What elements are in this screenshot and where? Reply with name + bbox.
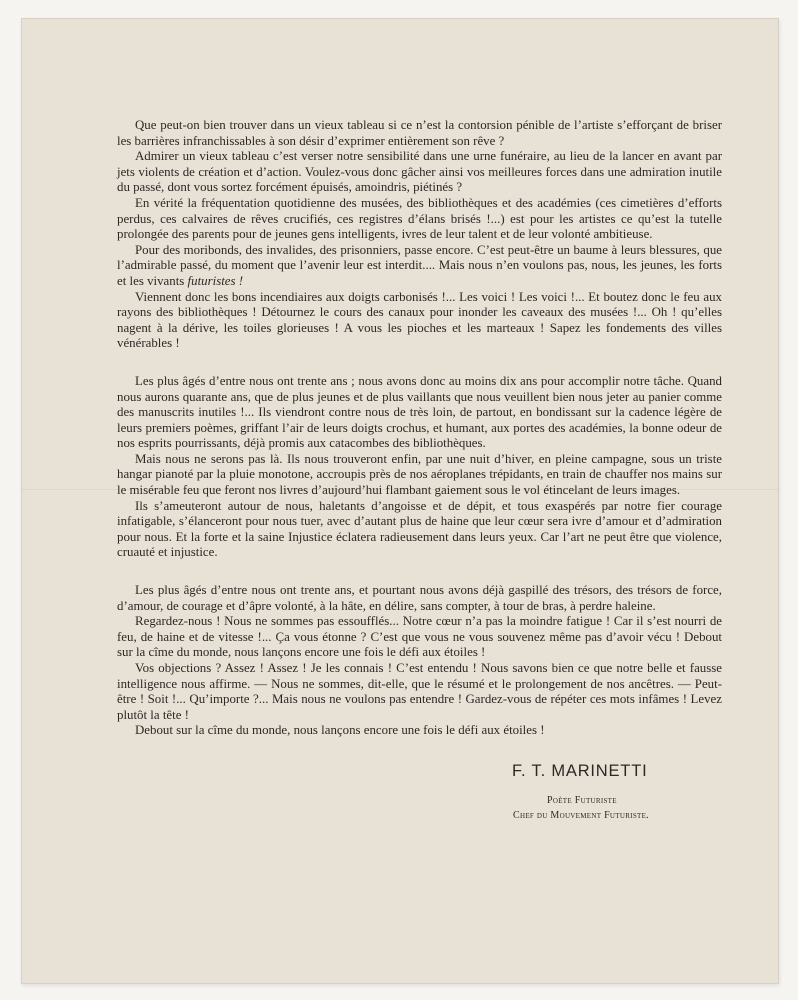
paragraph: Les plus âgés d’entre nous ont trente ans ; nous avons donc au moins dix ans pour accomplir notre tâche. Quand nous aurons quarante ans, que de plus jeunes et de plus vaillants que nous veuillent bien nous jeter au panier comme des manuscrits inutiles !... Ils viendront contre nous de très loin, de partout, en bondissant sur la cadence légère de leurs premiers poèmes, griffant l’air de leurs doigts crochus, et humant, aux portes des académies, la bonne odeur de nos esprits pourrissants, déjà promis aux catacombes des bibliothèques. (117, 373, 722, 451)
paragraph: Viennent donc les bons incendiaires aux doigts carbonisés !... Les voici ! Les voici !... Et boutez donc le feu aux rayons des bibliothèques ! Détournez le cours des canaux pour inonder les caveaux des musées !... Oh ! qu’elles nagent à la dérive, les toiles glorieuses ! A vous les pioches et les marteaux ! Sapez les fondements des villes vénérables ! (117, 289, 722, 351)
paragraph: Que peut-on bien trouver dans un vieux tableau si ce n’est la contorsion pénible de l’artiste s’efforçant de briser les barrières infranchissables à son désir d’exprimer entièrement son rêve ? (117, 118, 722, 148)
paragraph: Ils s’ameuteront autour de nous, haletants d’angoisse et de dépit, et tous exaspérés par notre fier courage infatigable, s’élanceront pour nous tuer, avec d’autant plus de haine que leur cœur sera ivre d’amour et d’admiration pour nous. Et la forte et la saine Injustice éclatera radieusement dans leurs yeux. Car l’art ne peut être que violence, cruauté et injustice. (117, 498, 722, 560)
manifesto-body (117, 118, 722, 739)
paragraph: Admirer un vieux tableau c’est verser notre sensibilité dans une urne funéraire, au lieu de la lancer en avant par jets violents de création et d’action. Voulez-vous donc gâcher ainsi vos meilleures forces dans une admiration inutile du passé, dont vous sortez forcément épuisés, amoindris, piétinés ? (117, 149, 722, 195)
signature-block (501, 762, 701, 823)
author-role: Chef du Mouvement Futuriste. (513, 810, 649, 821)
paragraph: Vos objections ? Assez ! Assez ! Je les connais ! C’est entendu ! Nous savons bien ce que notre belle et fausse intelligence nous affirme. — Nous ne sommes, dit-elle, que le résumé et le prolongement de nos ancêtres. — Peut-être ! Soit !... Qu’importe ?... Mais nous ne voulons pas entendre ! Gardez-vous de répéter ces mots infâmes ! Levez plutôt la tête ! (117, 661, 722, 722)
paragraph: Regardez-nous ! Nous ne sommes pas essoufflés... Notre cœur n’a pas la moindre fatigue ! Car il s’est nourri de feu, de haine et de vitesse !... Ça vous étonne ? C’est que vous ne vous souvenez même pas d’avoir vécu ! Debout sur la cîme du monde, nous lançons encore une fois le défi aux étoiles ! (117, 614, 722, 660)
manifesto-page (21, 18, 779, 984)
emphasis-futuristes: futuristes ! (187, 273, 244, 288)
paragraph (117, 243, 722, 290)
paragraph: Les plus âgés d’entre nous ont trente ans, et pourtant nous avons déjà gaspillé des trésors, des trésors de force, d’amour, de courage et d’âpre volonté, à la hâte, en délire, sans compter, à tour de bras, à perdre haleine. (117, 583, 722, 613)
section-break (117, 561, 722, 583)
author-title: Poète Futuriste (547, 795, 617, 806)
paragraph-text: Pour des moribonds, des invalides, des prisonniers, passe encore. C’est peut-être un baume à leurs blessures, que l’admirable passé, du moment que l’avenir leur est interdit.... Mais nous n’en voulons pas, nous, les jeunes, les forts et les vivants (117, 242, 722, 288)
paragraph: Debout sur la cîme du monde, nous lançons encore une fois le défi aux étoiles ! (135, 723, 545, 738)
author-name: F. T. MARINETTI (512, 762, 648, 780)
paragraph: Mais nous ne serons pas là. Ils nous trouveront enfin, par une nuit d’hiver, en pleine campagne, sous un triste hangar pianoté par la pluie monotone, accroupis près de nos aéroplanes trépidants, en train de chauffer nos mains sur le misérable feu que feront nos livres d’aujourd’hui flambant gaiement sous le vol étincelant de leurs images. (117, 451, 722, 498)
section-break (117, 352, 722, 374)
paragraph: En vérité la fréquentation quotidienne des musées, des bibliothèques et des académies (ces cimetières d’efforts perdus, ces calvaires de rêves crucifiés, ces registres d’élans brisés !...) est pour les artistes ce qu’est la tutelle prolongée des parents pour de jeunes gens intelligents, ivres de leur talent et de leur volonté ambitieuse. (117, 195, 722, 242)
